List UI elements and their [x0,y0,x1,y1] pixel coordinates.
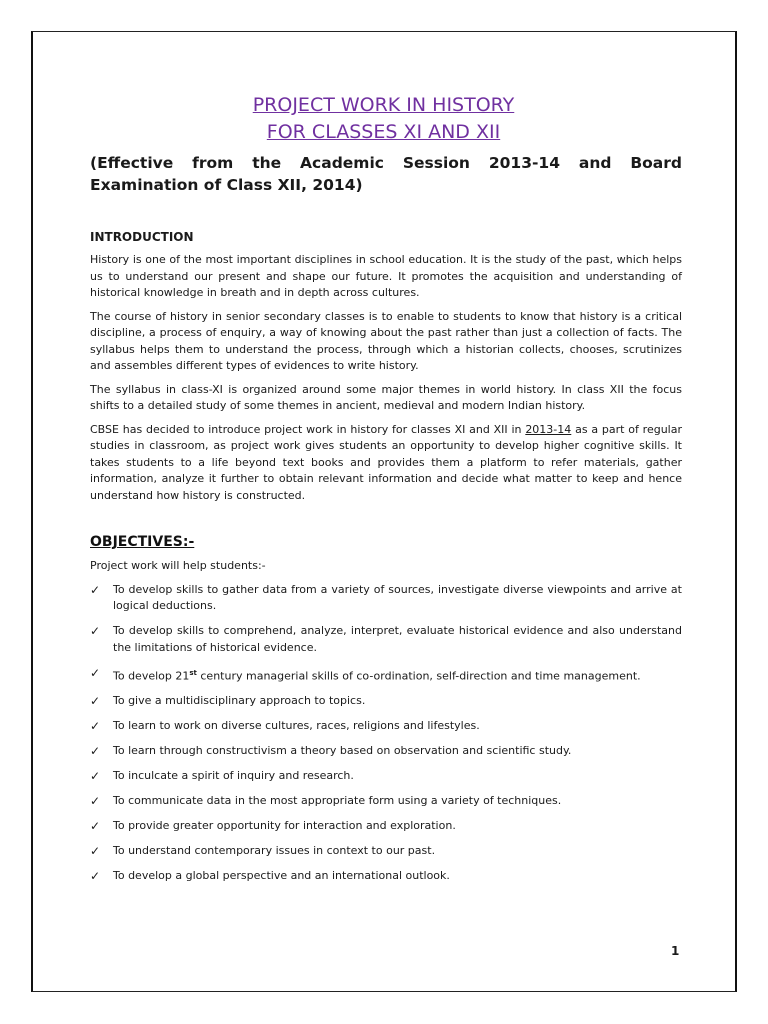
session-year: 2013-14 [525,422,572,436]
objective-item [90,843,682,860]
document-title-line-2: FOR CLASSES XI AND XII [266,121,501,143]
objective-item [90,743,682,760]
ordinal-suffix: st [189,668,197,677]
document-subtitle-line-2: Examination of Class XII, 2014) [90,176,363,194]
objective-item [90,693,682,710]
objective-text: To communicate data in the most appropriate form using a variety of techniques. [113,794,562,808]
check-icon: ✓ [90,582,101,597]
cbse-paragraph [90,422,682,505]
objective-text-start: To develop 21 [113,669,190,683]
intro-paragraph: The syllabus in class-XI is organized around some major themes in world history. In class XII the focus shifts to a detailed study of some themes in ancient, medieval and modern Indian history. [90,382,682,412]
objective-item [90,718,682,735]
document-body [90,92,682,893]
intro-paragraph: The course of history in senior secondary classes is to enable to students to know that history is a critical discipline, a process of enquiry, a way of knowing about the past rather than just a collection of facts. The syllabus helps them to understand the process, through which a historian collects, chooses, scrutinizes and assembles different types of evidences to write history. [90,309,682,372]
cbse-text-start: CBSE has decided to introduce project work in history for classes XI and XII in [90,422,526,436]
check-icon: ✓ [90,794,101,809]
objective-item [90,818,682,835]
objective-item [90,793,682,810]
objective-text: To inculcate a spirit of inquiry and research. [113,769,354,783]
check-icon: ✓ [90,694,101,709]
objective-item [90,623,682,656]
objective-text-end: century managerial skills of co-ordination, self-direction and time management. [196,669,641,683]
objectives-list [90,582,682,885]
check-icon: ✓ [90,624,101,638]
objective-text: To give a multidisciplinary approach to topics. [113,694,366,708]
check-icon: ✓ [90,744,101,759]
objective-text: To understand contemporary issues in context to our past. [113,844,436,858]
objective-item [90,868,682,885]
check-icon: ✓ [90,819,101,834]
intro-paragraph: History is one of the most important disciplines in school education. It is the study of the past, which helps us to understand our present and shape our future. It promotes the acquisition and understanding of historical knowledge in breath and in depth across cultures. [90,253,682,299]
document-title-line-1: PROJECT WORK IN HISTORY [252,94,515,116]
check-icon: ✓ [90,869,101,884]
objective-item [90,768,682,785]
objective-text: To provide greater opportunity for interaction and exploration. [113,819,456,833]
objective-item [90,665,682,685]
document-subtitle-line-1: (Effective from the Academic Session 2013-14 and Board [90,154,682,172]
cbse-text-end: as a part of regular studies in classroom, as project work gives students an opportunity to develop higher cognitive skills. It takes students to a life beyond text books and provides them a platform to refer materials, gather information, analyze it further to obtain relevant information and decide what matter to keep and hence understand how history is constructed. [90,422,682,502]
objective-text: To learn through constructivism a theory based on observation and scientific study. [113,744,572,758]
introduction-heading: INTRODUCTION [90,230,194,244]
objective-text: To learn to work on diverse cultures, races, religions and lifestyles. [113,719,480,733]
objective-item [90,582,682,615]
check-icon: ✓ [90,769,101,784]
page-number: 1 [671,944,680,958]
check-icon: ✓ [90,665,101,680]
objective-text: To develop a global perspective and an international outlook. [113,869,450,883]
objective-text: To develop skills to comprehend, analyze, interpret, evaluate historical evidence and also understand the limitations of historical evidence. [113,624,682,654]
objective-text: To develop skills to gather data from a variety of sources, investigate diverse viewpoints and arrive at logical deductions. [113,582,682,612]
objectives-intro: Project work will help students:- [90,559,266,572]
check-icon: ✓ [90,719,101,734]
check-icon: ✓ [90,844,101,859]
objectives-heading: OBJECTIVES:- [90,534,195,550]
